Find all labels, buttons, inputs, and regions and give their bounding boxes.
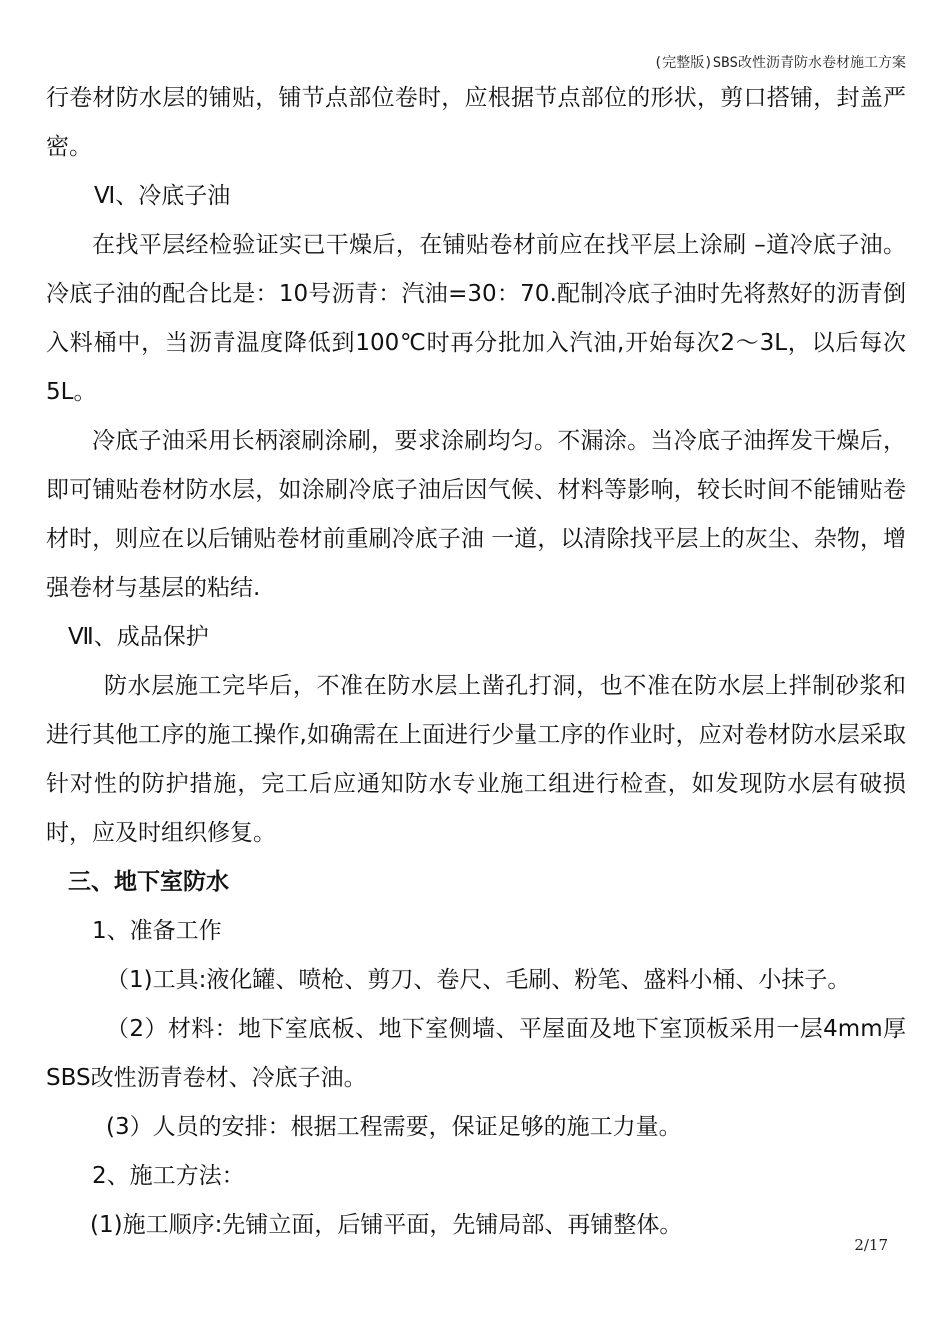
running-header: (完整版)SBS改性沥青防水卷材施工方案 — [653, 55, 906, 71]
page-number: 2/17 — [854, 1236, 888, 1254]
heading-preparation: 1、准备工作 — [92, 918, 222, 944]
heading-construction-method: 2、施工方法： — [92, 1163, 245, 1189]
heading-vii: Ⅶ、成品保护 — [68, 624, 209, 650]
list-item-tools: （1)工具:液化罐、喷枪、剪刀、卷尺、毛刷、粉笔、盛料小桶、小抹子。 — [106, 967, 851, 993]
paragraph-continued: 行卷材防水层的铺贴，铺节点部位卷时，应根据节点部位的形状，剪口搭铺，封盖严密。 — [46, 85, 906, 160]
list-item-materials: （2）材料：地下室底板、地下室侧墙、平屋面及地下室顶板采用一层4mm厚SBS改性沥青卷材、冷底子油。 — [46, 1016, 906, 1091]
paragraph-primer-application: 冷底子油采用长柄滚刷涂刷，要求涂刷均匀。不漏涂。当冷底子油挥发干燥后，即可铺贴卷材防水层，如涂刷冷底子油后因气候、材料等影响，较长时间不能铺贴卷材时，则应在以后铺贴卷材前重刷冷底子油 一道，以清除找平层上的灰尘、杂物，增强卷材与基层的粘结. — [46, 428, 906, 601]
list-item-staffing: (3）人员的安排：根据工程需要，保证足够的施工力量。 — [106, 1114, 682, 1140]
paragraph-primer: 在找平层经检验证实已干燥后，在铺贴卷材前应在找平层上涂刷 –道冷底子油。冷底子油的配合比是：10号沥青：汽油=30：70.配制冷底子油时先将熬好的沥青倒入料桶中，当沥青温度降低到100℃时再分批加入汽油,开始每次2～3L，以后每次5L。 — [46, 232, 906, 405]
heading-basement-waterproofing: 三、地下室防水 — [68, 869, 229, 895]
paragraph-protection: 防水层施工完毕后，不准在防水层上凿孔打洞，也不准在防水层上拌制砂浆和进行其他工序的施工操作,如确需在上面进行少量工序的作业时，应对卷材防水层采取针对性的防护措施，完工后应通知防水专业施工组进行检查，如发现防水层有破损时，应及时组织修复。 — [46, 673, 906, 846]
document-body — [46, 74, 906, 1250]
heading-vi: Ⅵ、冷底子油 — [94, 183, 231, 209]
list-item-sequence: (1)施工顺序:先铺立面，后铺平面，先铺局部、再铺整体。 — [90, 1212, 683, 1238]
